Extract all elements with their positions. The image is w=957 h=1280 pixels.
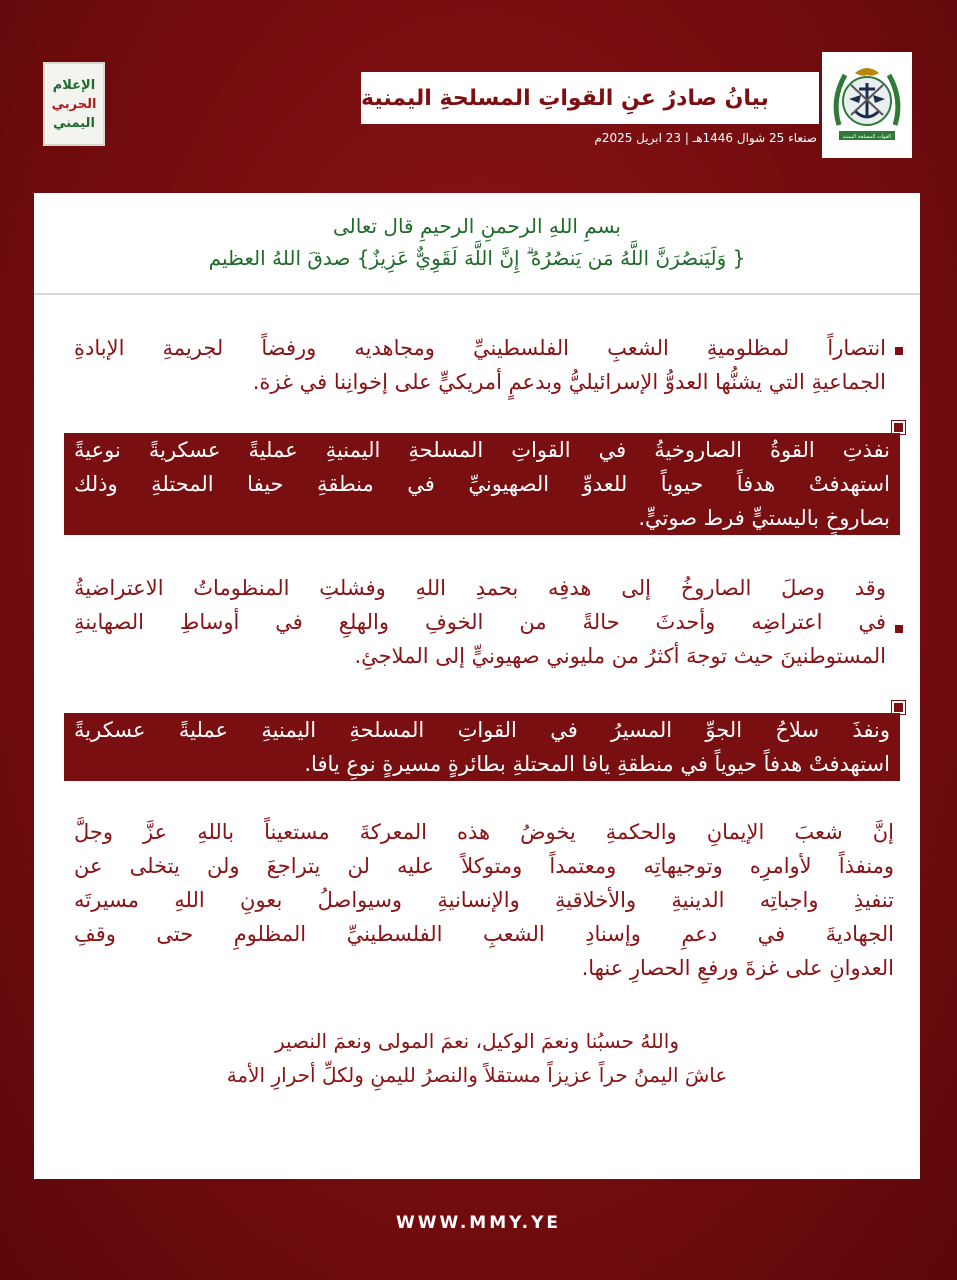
page-title: بيانُ صادرُ عنِ القواتِ المسلحةِ اليمنية — [361, 85, 769, 111]
media-logo — [43, 62, 105, 146]
website-link[interactable]: WWW.MMY.YE — [395, 1213, 562, 1233]
paragraph-line: انتصاراً لمظلوميةِ الشعبِ الفلسطينيِّ ومجاهديه ورفضاً لجريمةِ الإبادةِ — [74, 336, 886, 360]
closing-line-1: واللهُ حسبُنا ونعمَ الوكيل، نعمَ المولى ونعمَ النصير — [275, 1029, 679, 1053]
statement-title-bar — [361, 72, 819, 124]
paragraph-line: نفذتِ القوةُ الصاروخيةُ في القواتِ المسلحةِ اليمنيةِ عمليةً عسكريةً نوعيةً — [74, 438, 890, 462]
paragraph-line: المستوطنينَ حيث توجهَ أكثرُ من مليوني صهيونيٍّ إلى الملاجئِ. — [354, 644, 886, 668]
paragraph-line: وقد وصلَ الصاروخُ إلى هدفِه بحمدِ اللهِ وفشلتِ المنظوماتُ الاعتراضيةُ — [74, 576, 886, 600]
paragraph-3 — [74, 571, 886, 673]
quran-verse: { وَلَيَنصُرَنَّ اللَّهُ مَن يَنصُرُهُ ۗ إِنَّ اللَّهَ لَقَوِيٌّ عَزِيزٌ} صدقَ اللهُ العظيم — [208, 246, 746, 270]
statement-card — [34, 193, 920, 1179]
logo-line-2: الحربي — [51, 96, 97, 112]
paragraph-line: الجماعيةِ التي يشنُّها العدوُّ الإسرائيليُّ وبدعمٍ أمريكيٍّ على إخوانِنا في غزة. — [252, 370, 886, 394]
paragraph-line: الجهاديةَ في دعمِ وإسنادِ الشعبِ الفلسطينيِّ المظلومِ حتى وقفِ — [74, 922, 894, 946]
paragraph-line: استهدفتْ هدفاً حيوياً للعدوِّ الصهيونيِّ في منطقةِ حيفا المحتلةِ وذلك — [74, 472, 890, 496]
paragraph-1 — [74, 331, 886, 399]
paragraph-line: ومنفذاً لأوامرِه وتوجيهاتِه ومعتمداً ومتوكلاً عليه لن يتراجعَ ولن يتخلى عن — [74, 854, 894, 878]
armed-forces-emblem — [822, 52, 912, 158]
paragraph-line: بصاروخٍ باليستيٍّ فرط صوتيٍّ. — [638, 506, 890, 530]
paragraph-line: إنَّ شعبَ الإيمانِ والحكمةِ يخوضُ هذه المعركةَ مستعيناً باللهِ عزَّ وجلَّ — [74, 820, 894, 844]
paragraph-2 — [64, 433, 900, 535]
bullet-icon — [895, 347, 903, 355]
paragraph-line: استهدفتْ هدفاً حيوياً في منطقةِ يافا المحتلةِ بطائرةٍ مسيرةٍ نوعِ يافا. — [304, 752, 890, 776]
logo-line-3: اليمني — [53, 115, 95, 131]
logo-line-1: الإعلام — [52, 77, 96, 93]
paragraph-5 — [74, 815, 894, 985]
date-line: صنعاء 25 شوال 1446هـ | 23 ابريل 2025م — [594, 131, 817, 145]
emblem-caption: القوات المسلحة اليمنية — [842, 134, 892, 140]
paragraph-line: العدوانِ على غزةَ ورفعِ الحصارِ عنها. — [581, 956, 894, 980]
basmala-header — [34, 193, 920, 295]
paragraph-line: في اعتراضِه وأحدثَ حالةً من الخوفِ والهلعِ في أوساطِ الصهاينةِ — [74, 610, 886, 634]
paragraph-line: تنفيذِ واجباتِه الدينيةِ والأخلاقيةِ والإنسانيةِ وسيواصلُ بعونِ اللهِ مسيرتَه — [74, 888, 894, 912]
basmala-line-1: بسمِ اللهِ الرحمنِ الرحيمِ قال تعالى — [333, 214, 621, 238]
emblem-icon — [825, 55, 909, 155]
paragraph-4 — [64, 713, 900, 781]
bullet-icon — [895, 625, 903, 633]
closing-line-2: عاشَ اليمنُ حراً عزيزاً مستقلاً والنصرُ لليمنِ ولكلِّ أحرارِ الأمة — [226, 1063, 728, 1087]
paragraph-line: ونفذَ سلاحُ الجوِّ المسيرُ في القواتِ المسلحةِ اليمنيةِ عمليةً عسكريةً — [74, 718, 890, 742]
